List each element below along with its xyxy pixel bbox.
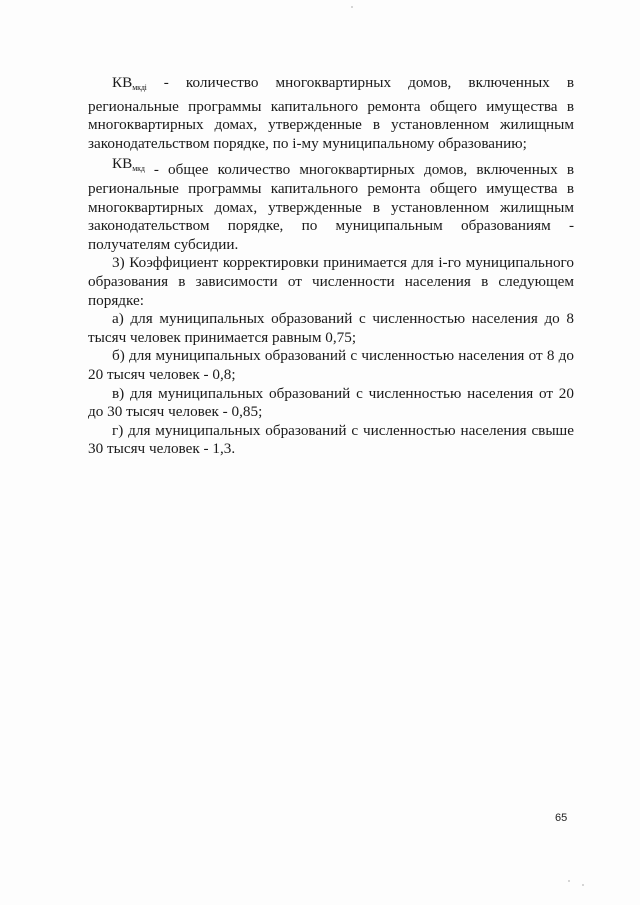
definition-text: - количество многоквартирных домов, включенных в региональные программы капитального ремонта общего имущества в многоквартирных домах, утвержденные в установленном жилищным законодательством порядке, по i-му муниципальному образованию; (88, 74, 574, 152)
paragraph-item-v: в) для муниципальных образований с численностью населения от 20 до 30 тысяч человек - 0,85; (88, 384, 574, 421)
definition-kv-mkd (88, 155, 574, 254)
page-number: 65 (555, 812, 568, 824)
definition-kv-mkd-i (88, 74, 574, 153)
formula-symbol: $КВ_{мкдi}$ (112, 74, 147, 92)
document-body (88, 74, 574, 459)
formula-symbol: $КВ_{мкд}$ (112, 155, 145, 174)
paragraph-item-g: г) для муниципальных образований с численностью населения свыше 30 тысяч человек - 1,3. (88, 421, 574, 458)
definition-text: - общее количество многоквартирных домов, включенных в региональные программы капитального ремонта общего имущества в многоквартирных домах, утвержденные в установленном жилищным законодательством порядке, по муниципальным образованиям - получателям субсидии. (88, 161, 574, 253)
paragraph-item-b: б) для муниципальных образований с численностью населения от 8 до 20 тысяч человек - 0,8; (88, 347, 574, 383)
scan-speck (351, 6, 353, 8)
scan-speck (568, 880, 570, 882)
paragraph-item-a: а) для муниципальных образований с численностью населения до 8 тысяч человек принимается равным 0,75; (88, 310, 574, 346)
paragraph-coefficient: 3) Коэффициент корректировки принимается для i-го муниципального образования в зависимости от численности населения в следующем порядке: (88, 254, 574, 309)
scan-speck (582, 884, 584, 886)
